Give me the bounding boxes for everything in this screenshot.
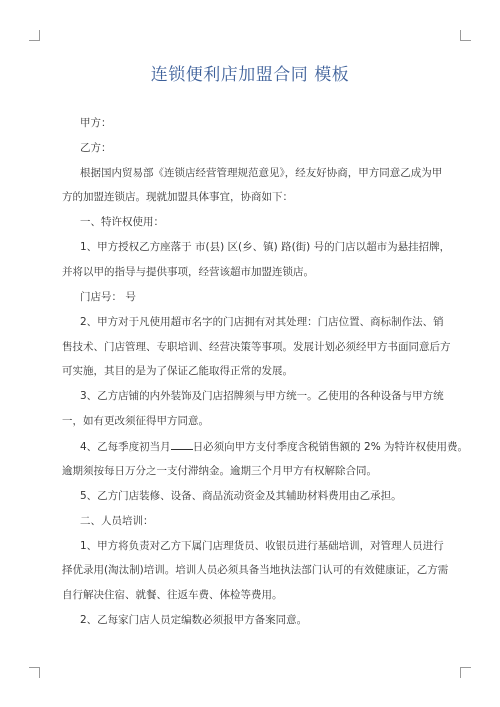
intro-line-2: 方的加盟连锁店。现就加盟具体事宜，协商如下： [62, 191, 293, 203]
clause-1-4-line-2: 逾期须按每日万分之一支付滞纳金。逾期三个月甲方有权解除合同。 [62, 465, 377, 477]
store-number-line: 门店号： 号 [80, 291, 136, 303]
crop-mark-bottom-right [460, 667, 471, 678]
clause-1-4-line-1 [80, 439, 469, 454]
crop-mark-top-left [29, 30, 40, 41]
clause-1-2-line-2: 售技术、门店管理、专职培训、经营决策等事项。发展计划必须经甲方书面同意后方 [62, 341, 451, 353]
clause-1-3-line-2: 一，如有更改须征得甲方同意。 [62, 415, 209, 427]
intro-line-1: 根据国内贸易部《连锁店经营管理规范意见》，经友好协商，甲方同意乙成为甲 [80, 167, 443, 179]
clause-2-1-line-3: 自行解决住宿、就餐、往返车费、体检等费用。 [62, 589, 283, 601]
section-2-heading: 二、人员培训： [80, 515, 154, 527]
section-1-heading: 一、特许权使用： [80, 216, 164, 228]
crop-mark-top-right [460, 30, 471, 41]
clause-2-1-line-1: 1、甲方将负责对乙方下属门店理货员、收银员进行基础培训，对管理人员进行 [80, 540, 444, 552]
clause-1-4-text-b: 日必须向甲方支付季度含税销售额的 2% 为特许权使用费。 [192, 441, 469, 453]
document-title: 连锁便利店加盟合同 模板 [150, 65, 350, 85]
clause-1-1-line-1: 1、甲方授权乙方座落于 市(县) 区(乡、镇) 路(街) 号的门店以超市为悬挂招牌， [80, 241, 451, 253]
crop-mark-bottom-left [29, 667, 40, 678]
clause-1-2-line-1: 2、甲方对于凡使用超市名字的门店拥有对其处理：门店位置、商标制作法、销 [80, 316, 444, 328]
clause-1-2-line-3: 可实施，其目的是为了保证乙能取得正常的发展。 [62, 365, 293, 377]
clause-1-5-line: 5、乙方门店装修、设备、商品流动资金及其辅助材料费用由乙承担。 [80, 490, 402, 502]
clause-1-1-line-2: 并将以甲的指导与提供事项，经营该超市加盟连锁店。 [62, 266, 314, 278]
date-blank [171, 439, 193, 450]
party-a-line: 甲方： [80, 117, 112, 129]
party-b-line: 乙方： [80, 142, 112, 154]
clause-2-1-line-2: 择优录用(淘汰制)培训。培训人员必须具备当地执法部门认可的有效健康证，乙方需 [62, 564, 449, 576]
clause-1-3-line-1: 3、乙方店铺的内外装饰及门店招牌须与甲方统一。乙使用的各种设备与甲方统 [80, 390, 444, 402]
clause-2-2-line: 2、乙每家门店人员定编数必须报甲方备案同意。 [80, 614, 308, 626]
clause-1-4-text-a: 4、乙每季度初当月 [80, 441, 171, 453]
